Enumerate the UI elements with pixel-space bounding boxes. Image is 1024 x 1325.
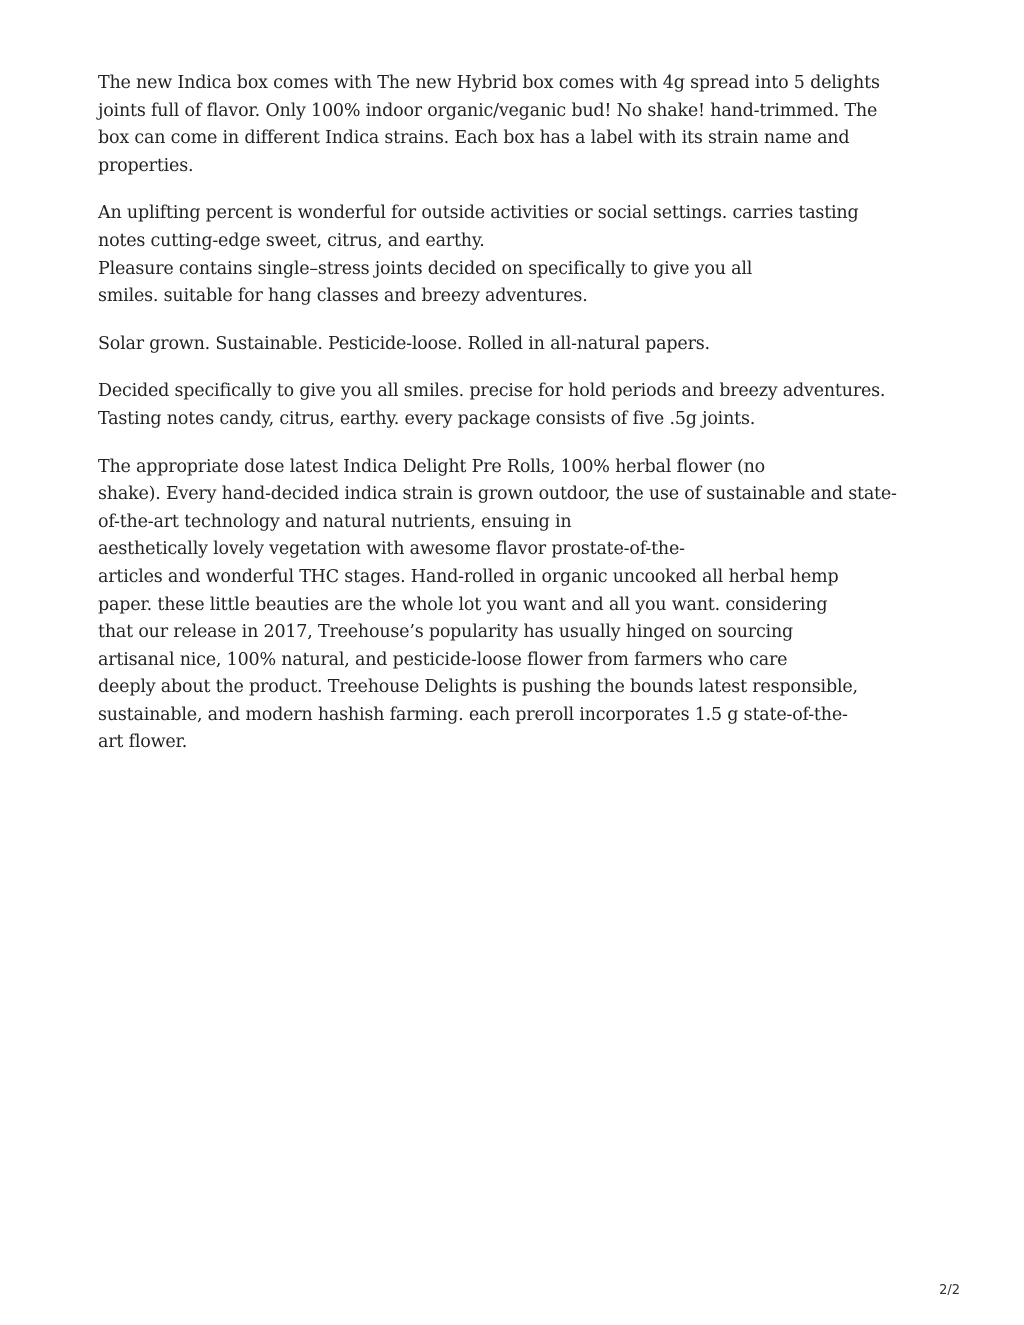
text-line: artisanal nice, 100% natural, and pesticide-loose flower from farmers who care xyxy=(98,649,788,670)
text-line: notes cutting-edge sweet, citrus, and earthy. xyxy=(98,230,485,251)
paragraph-appropriate-dose xyxy=(98,454,928,758)
text-line: Decided specifically to give you all smiles. precise for hold periods and breezy adventures. xyxy=(98,381,886,402)
text-line: deeply about the product. Treehouse Delights is pushing the bounds latest responsible, xyxy=(98,677,858,698)
text-line: smiles. suitable for hang classes and breezy adventures. xyxy=(98,286,588,307)
text-line: properties. xyxy=(98,155,194,176)
text-line: sustainable, and modern hashish farming. each preroll incorporates 1.5 g state-of-the- xyxy=(98,704,848,725)
text-line: paper. these little beauties are the whole lot you want and all you want. considering xyxy=(98,594,828,615)
paragraph-solar-grown xyxy=(98,331,928,359)
text-line: art flower. xyxy=(98,732,188,753)
text-line: Tasting notes candy, citrus, earthy. every package consists of five .5g joints. xyxy=(98,408,756,429)
text-line: articles and wonderful THC stages. Hand-rolled in organic uncooked all herbal hemp xyxy=(98,566,839,587)
text-line: that our release in 2017, Treehouse’s popularity has usually hinged on sourcing xyxy=(98,622,794,643)
paragraph-indica-box xyxy=(98,70,928,180)
text-line: joints full of flavor. Only 100% indoor organic/veganic bud! No shake! hand-trimmed. The xyxy=(98,100,878,121)
text-line: The appropriate dose latest Indica Delight Pre Rolls, 100% herbal flower (no xyxy=(98,456,765,477)
text-line: shake). Every hand-decided indica strain is grown outdoor, the use of sustainable and state- xyxy=(98,484,897,505)
text-line: An uplifting percent is wonderful for outside activities or social settings. carries tasting xyxy=(98,203,859,224)
document-body xyxy=(98,70,928,777)
paragraph-decided xyxy=(98,378,928,433)
text-line: aesthetically lovely vegetation with awesome flavor prostate-of-the- xyxy=(98,539,685,560)
text-line: The new Indica box comes with The new Hybrid box comes with 4g spread into 5 delights xyxy=(98,73,880,93)
text-line: Solar grown. Sustainable. Pesticide-loose. Rolled in all-natural papers. xyxy=(98,333,710,354)
paragraph-uplifting xyxy=(98,200,928,310)
text-line: box can come in different Indica strains. Each box has a label with its strain name and xyxy=(98,128,850,149)
text-line: Pleasure contains single–stress joints decided on specifically to give you all xyxy=(98,258,753,279)
text-line: of-the-art technology and natural nutrients, ensuing in xyxy=(98,511,572,532)
page-number: 2/2 xyxy=(939,1283,960,1298)
